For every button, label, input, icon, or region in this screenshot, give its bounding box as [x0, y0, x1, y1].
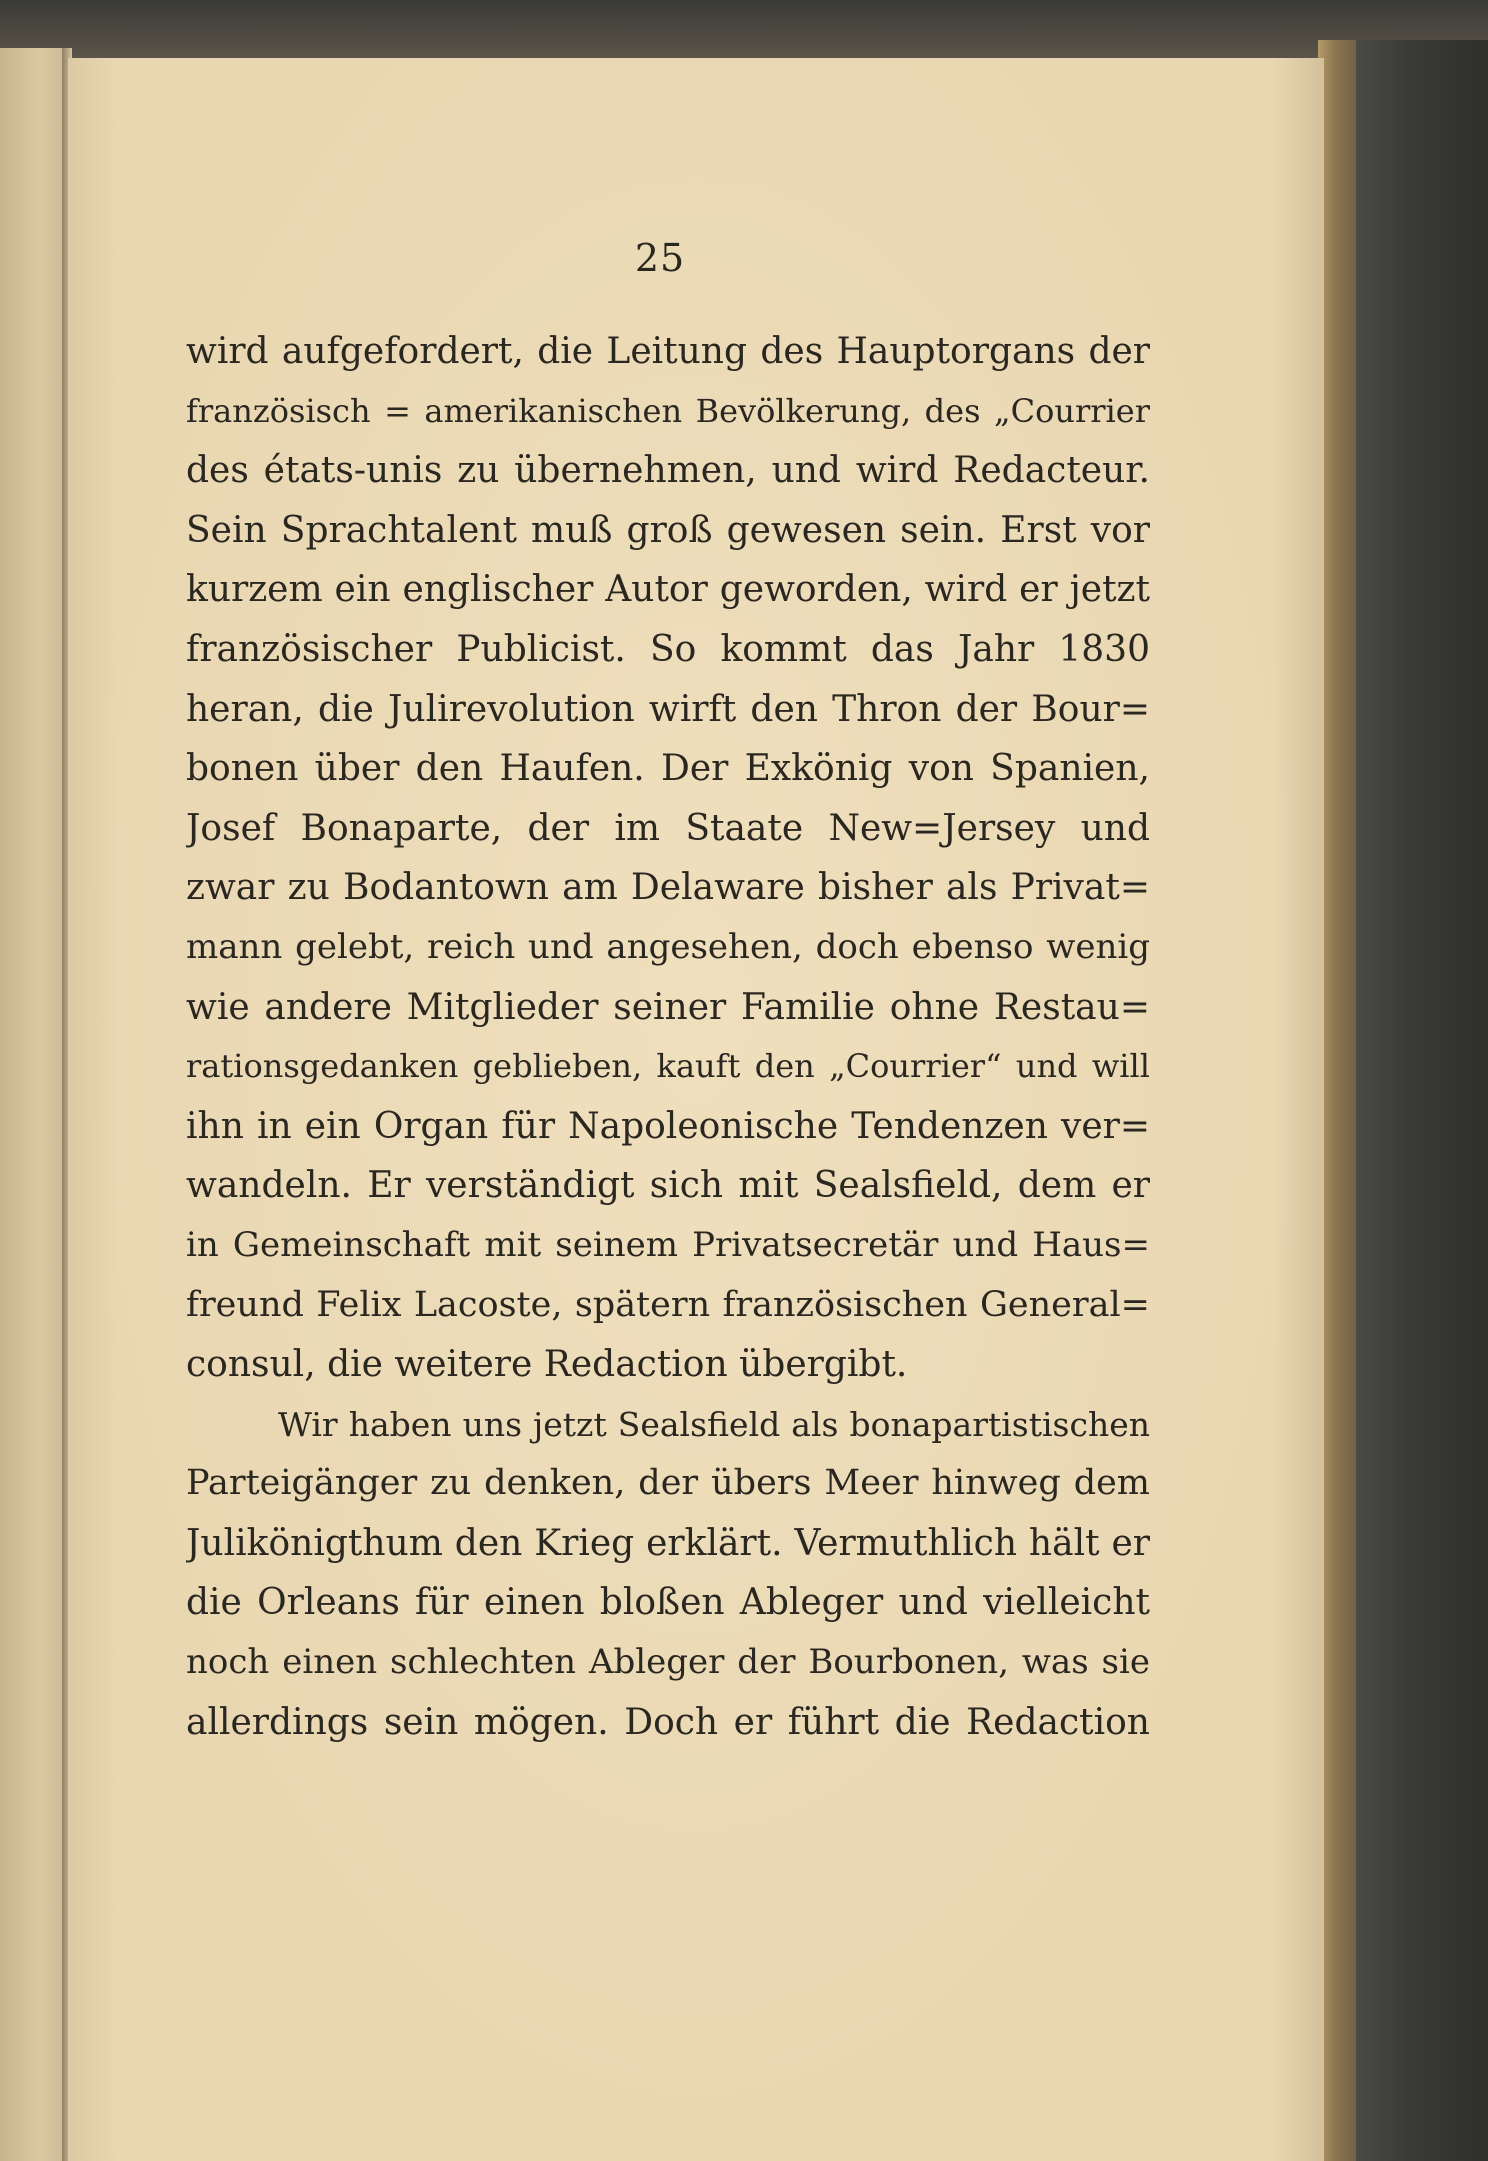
text-line: französischer Publicist. So kommt das Jahr 1830 [186, 628, 1150, 670]
text-line: freund Felix Lacoste, spätern französischen General= [186, 1284, 1150, 1325]
top-shadow [0, 0, 1488, 58]
text-line: die Orleans für einen bloßen Ableger und vielleicht [186, 1582, 1150, 1624]
left-page-edge [0, 48, 66, 2161]
body-text [186, 322, 1150, 1752]
text-line: in Gemeinschaft mit seinem Privatsecretär und Haus= [186, 1224, 1150, 1265]
text-line: Julikönigthum den Krieg erklärt. Vermuthlich hält er [186, 1522, 1150, 1564]
paragraph-start-line: Wir haben uns jetzt Sealsfield als bonapartistischen [278, 1404, 1150, 1444]
text-line: zwar zu Bodantown am Delaware bisher als Privat= [186, 867, 1150, 909]
text-line: bonen über den Haufen. Der Exkönig von Spanien, [186, 748, 1150, 790]
text-line: Parteigänger zu denken, der übers Meer hinweg dem [186, 1463, 1150, 1504]
text-line: des états-unis zu übernehmen, und wird Redacteur. [186, 450, 1150, 492]
text-line: wird aufgefordert, die Leitung des Hauptorgans der [186, 331, 1150, 372]
text-line: Sein Sprachtalent muß groß gewesen sein. Erst vor [186, 509, 1150, 551]
page-number: 25 [634, 236, 686, 280]
page-stack-edge [1318, 40, 1360, 2161]
text-line: mann gelebt, reich und angesehen, doch ebenso wenig [186, 926, 1150, 967]
text-line: noch einen schlechten Ableger der Bourbonen, was sie [186, 1642, 1150, 1683]
text-line: wandeln. Er verständigt sich mit Sealsfield, dem er [186, 1165, 1150, 1207]
text-line: rationsgedanken geblieben, kauft den „Courrier“ und will [186, 1047, 1150, 1086]
text-line: heran, die Julirevolution wirft den Thron der Bour= [186, 688, 1150, 730]
text-line: ihn in ein Organ für Napoleonische Tendenzen ver= [186, 1105, 1150, 1147]
text-line: wie andere Mitglieder seiner Familie ohne Restau= [186, 986, 1150, 1028]
book-cover [1356, 40, 1488, 2161]
text-line: allerdings sein mögen. Doch er führt die Redaction [186, 1701, 1150, 1743]
text-line: Josef Bonaparte, der im Staate New=Jersey und [186, 807, 1150, 849]
text-line: kurzem ein englischer Autor geworden, wird er jetzt [186, 569, 1150, 611]
text-line: französisch = amerikanischen Bevölkerung, des „Courrier [186, 391, 1150, 430]
paragraph-end-line: consul, die weitere Redaction übergibt. [186, 1344, 908, 1386]
